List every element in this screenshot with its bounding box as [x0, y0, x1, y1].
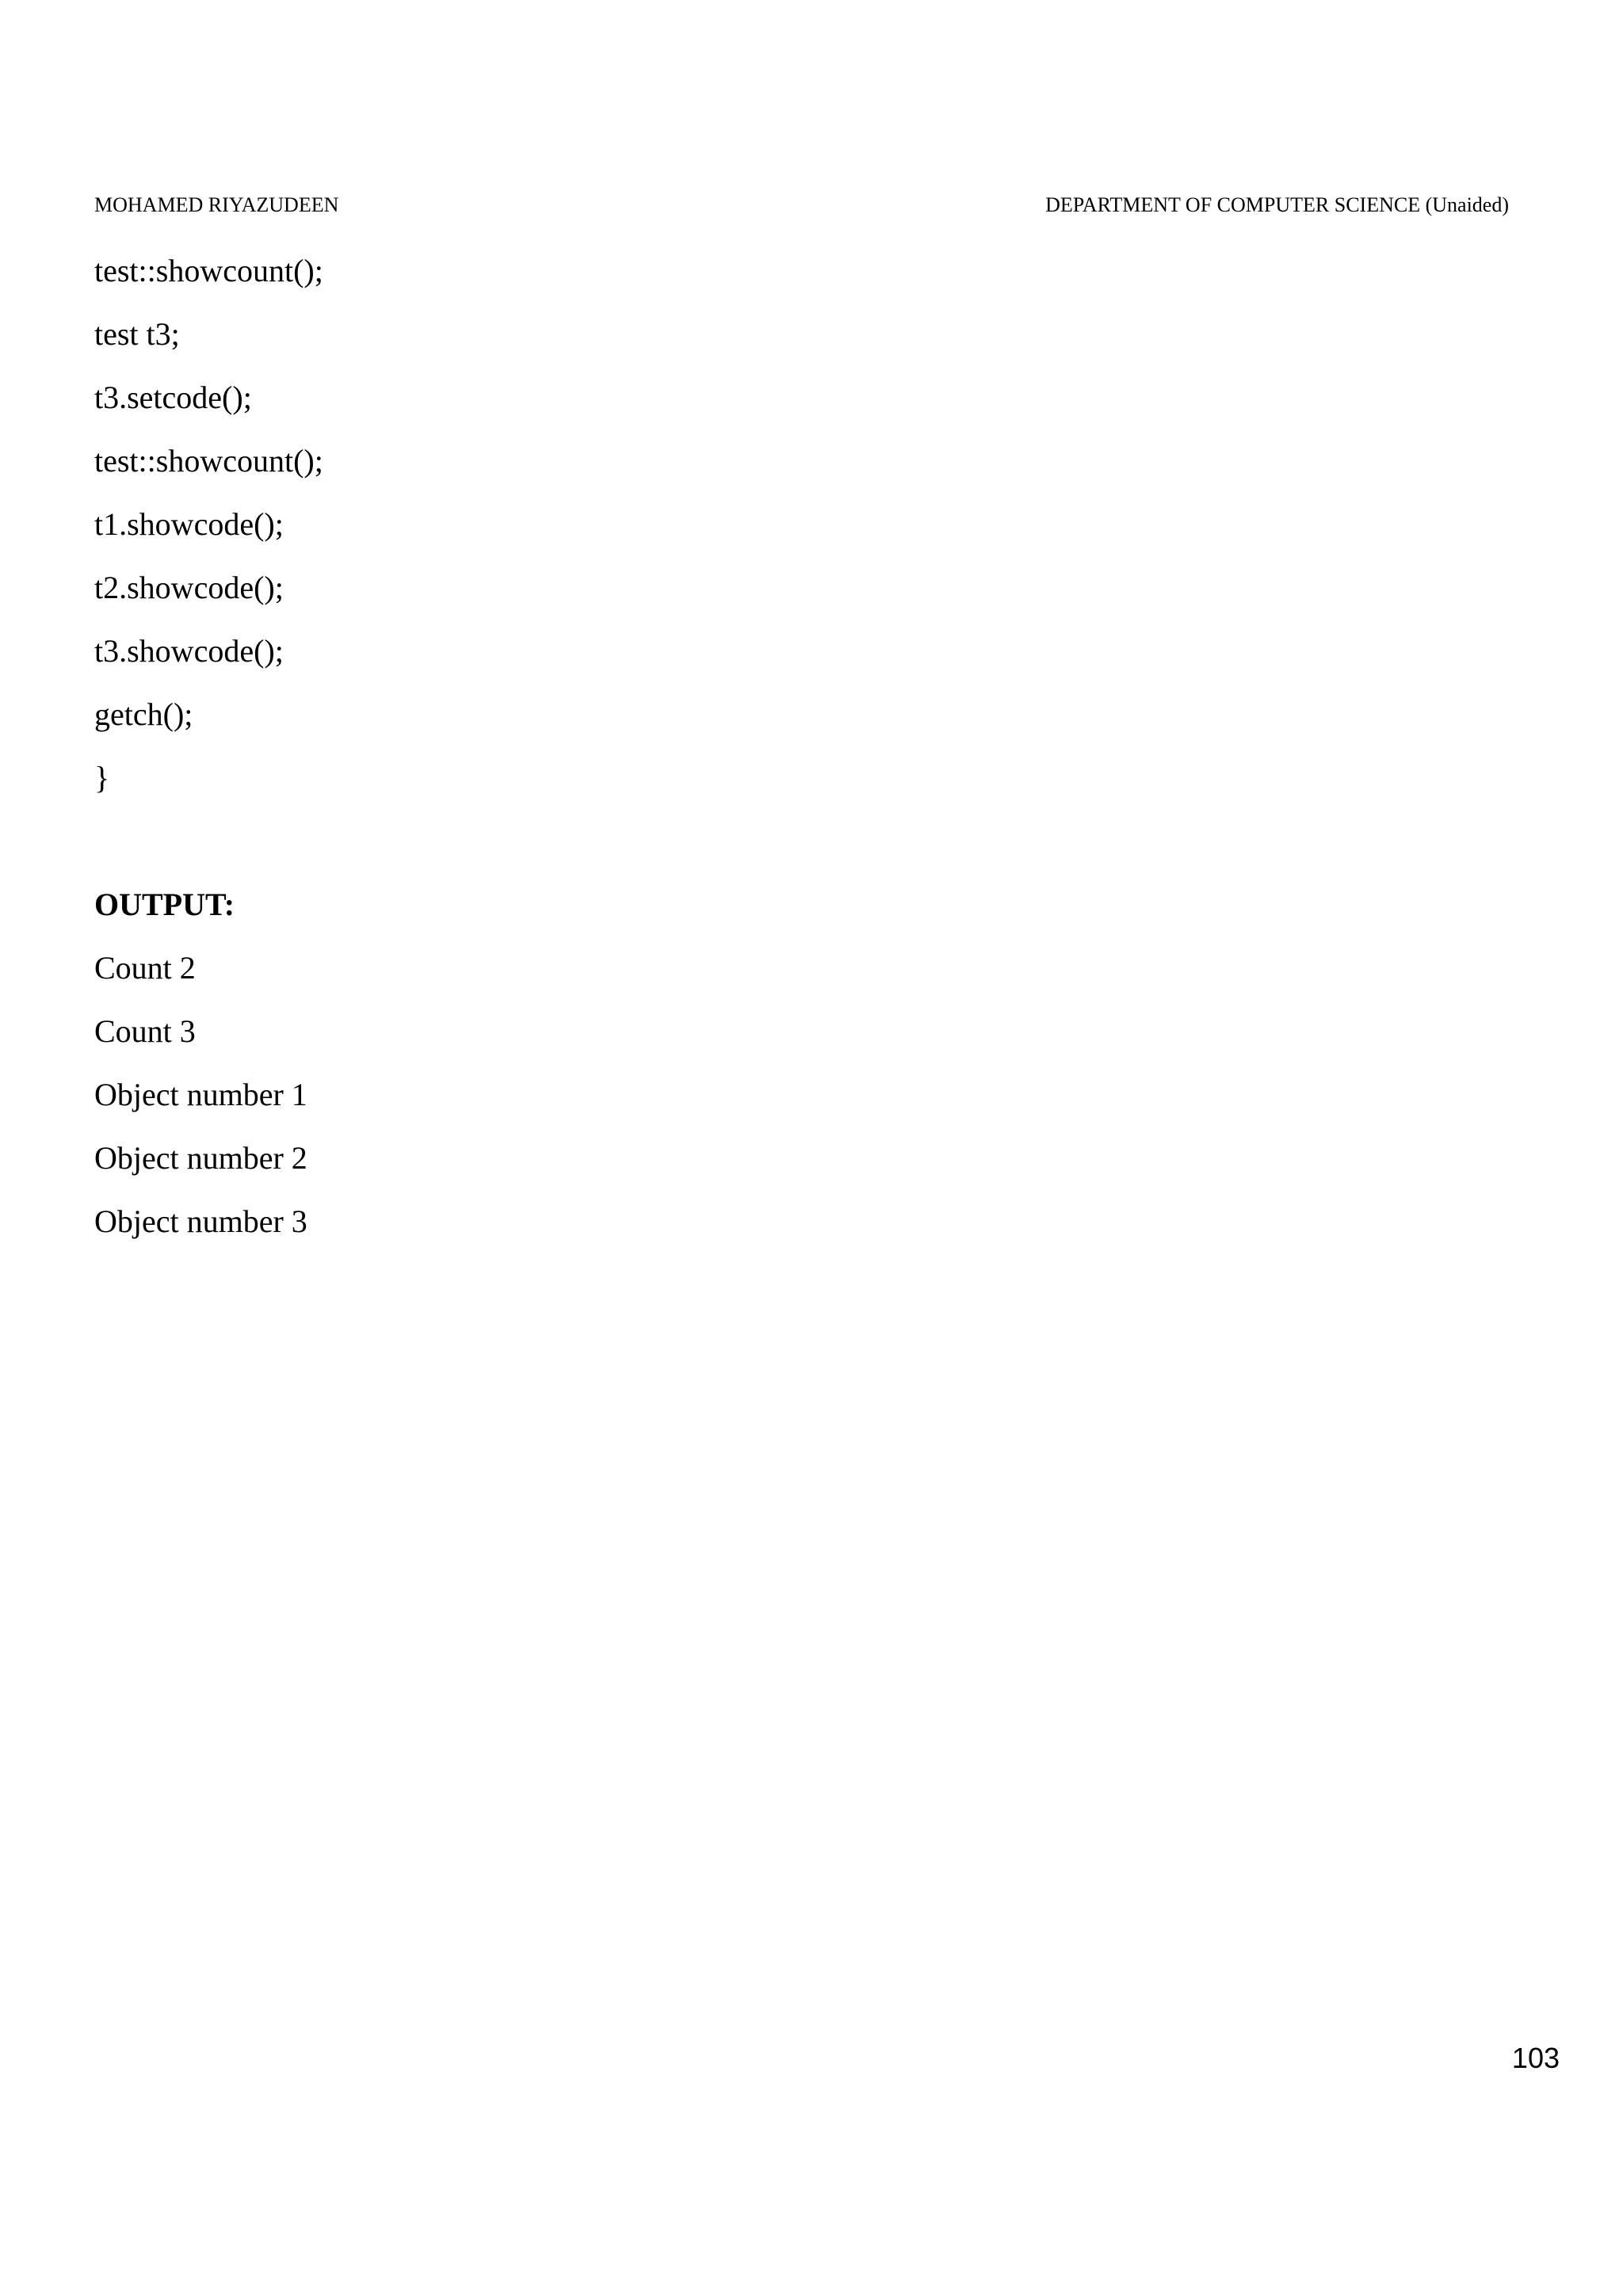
code-line: t3.showcode(); [94, 633, 284, 669]
output-line: Object number 1 [94, 1077, 307, 1112]
output-line: Object number 3 [94, 1203, 307, 1239]
code-block [94, 239, 1283, 810]
code-line: test::showcount(); [94, 253, 323, 288]
spacer [94, 810, 1283, 873]
header-author: MOHAMED RIYAZUDEEN [94, 193, 339, 216]
code-line: t3.setcode(); [94, 379, 252, 415]
code-line: t1.showcode(); [94, 506, 284, 542]
output-section [94, 873, 1283, 1253]
header-department: DEPARTMENT OF COMPUTER SCIENCE (Unaided) [1045, 193, 1509, 216]
code-line: t2.showcode(); [94, 570, 284, 605]
code-line: } [94, 760, 110, 795]
page-header [94, 191, 1509, 223]
output-line: Count 3 [94, 1013, 196, 1049]
output-line: Object number 2 [94, 1140, 307, 1176]
output-line: Count 2 [94, 950, 196, 986]
code-line: getch(); [94, 696, 193, 732]
page-body [94, 239, 1283, 1253]
code-line: test t3; [94, 316, 180, 352]
page-number: 103 [1511, 2042, 1560, 2074]
output-heading: OUTPUT: [94, 887, 235, 922]
code-line: test::showcount(); [94, 443, 323, 479]
